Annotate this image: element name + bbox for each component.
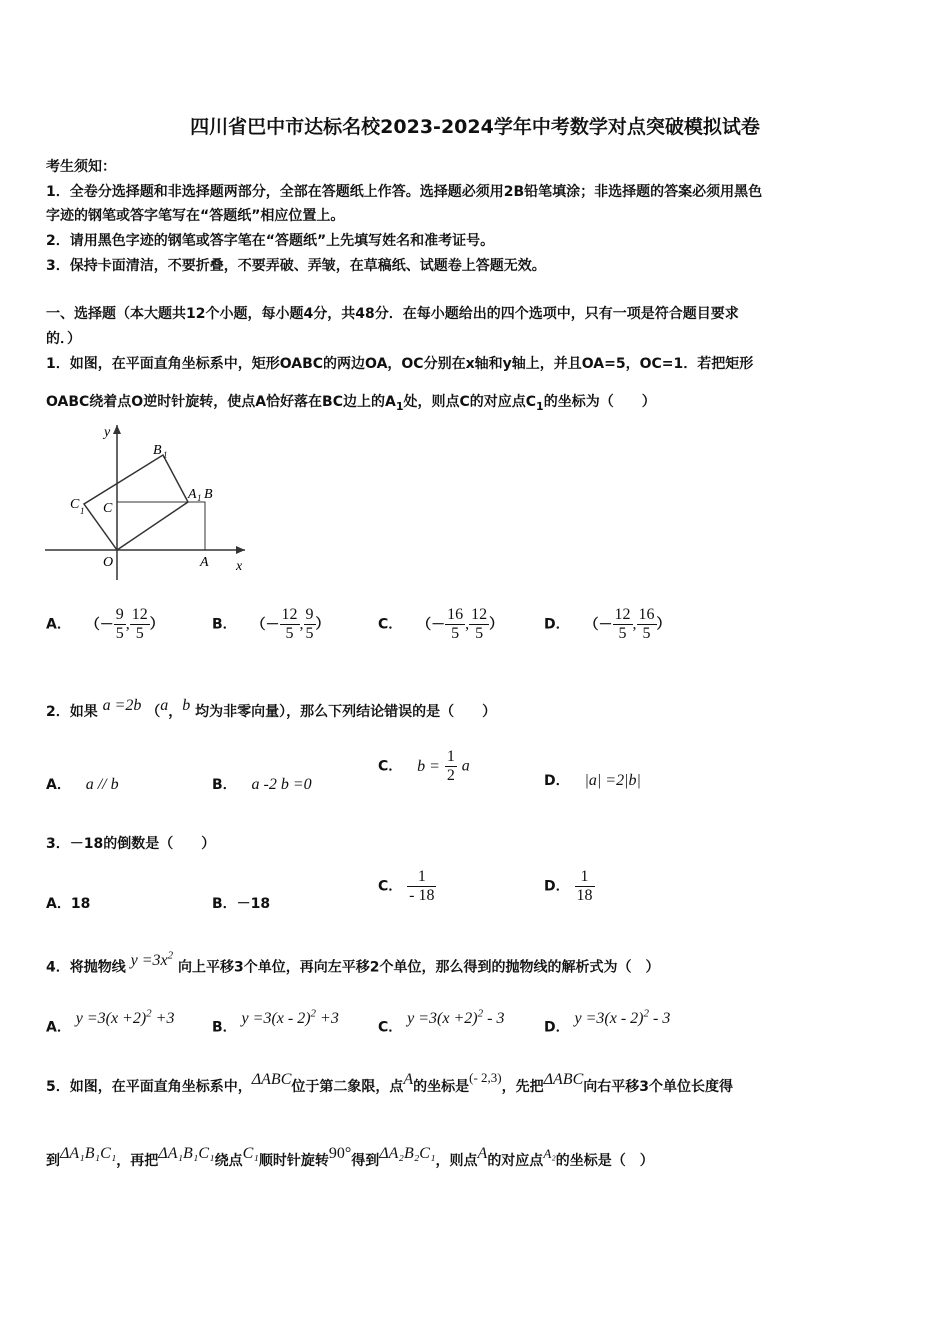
q4-option-b[interactable]: B． y =3(x - 2)$^2$ +3 [212,1008,339,1036]
q1-option-b[interactable]: B． （－ $\frac{12}{5}$ , $\frac{9}{5}$ ） [212,606,330,642]
point-b-label: B [204,487,213,502]
svg-text:1: 1 [80,506,85,516]
notice-line: 2．请用黑色字迹的钢笔或答字笔在“答题纸”上先填写姓名和准考证号。 [46,233,495,249]
notice-line: 1．全卷分选择题和非选择题两部分，全部在答题纸上作答。选择题必须用2B铅笔填涂；非选择题的答案必须用黑色 [46,184,763,200]
point-a-label: A [200,555,209,570]
question-2-stem: 2．如果 a =2b （a，b 均为非零向量），那么下列结论错误的是（ ） [46,697,497,720]
notice-line: 字迹的钢笔或答字笔写在“答题纸”相应位置上。 [46,208,345,224]
question-5-stem-cont: 到ΔA₁B₁C₁，再把ΔA₁B₁C₁绕点C₁顺时针旋转90°得到ΔA₂B₂C₁，则点A的对应点A₂的坐标是（ ） [46,1145,654,1169]
y-axis-label: y [104,425,111,440]
q3-option-b[interactable]: B．－18 [212,896,271,912]
point-c1-label: C [70,497,80,512]
question-1-stem-cont: OABC绕着点O逆时针旋转，使点A恰好落在BC边上的$A_1$处，则点C的对应点$C_1$的坐标为（ ） [46,394,656,413]
q2-option-c[interactable]: C． b = $\frac{1}{2}$ a [378,748,470,784]
q1-option-a[interactable]: A． （－ $\frac{9}{5}$ , $\frac{12}{5}$ ） [46,606,164,642]
question-1-stem: 1．如图，在平面直角坐标系中，矩形OABC的两边OA，OC分别在x轴和y轴上，并且OA=5，OC=1．若把矩形 [46,356,754,372]
question-3-stem: 3．－18的倒数是（ ） [46,836,216,852]
point-c-label: C [103,501,113,516]
q2-option-d[interactable]: D． |a| =2|b| [544,772,641,789]
section-heading: 一、选择题（本大题共12个小题，每小题4分，共48分．在每小题给出的四个选项中，只有一项是符合题目要求 [46,306,739,322]
q2-option-a[interactable]: A． a // b [46,776,119,793]
q4-option-a[interactable]: A． $y =3(x +2)^2 +3$ [46,1008,175,1036]
page-title: 四川省巴中市达标名校2023-2024学年中考数学对点突破模拟试卷 [190,116,760,138]
question-5-stem: 5．如图，在平面直角坐标系中，ΔABC位于第二象限，点A的坐标是(- 2,3)，先把ΔABC向右平移3个单位长度得 [46,1070,733,1095]
svg-text:1: 1 [197,493,202,503]
x-axis-label: x [236,559,243,574]
q1-option-d[interactable]: D． （－ $\frac{12}{5}$ , $\frac{16}{5}$ ） [544,606,671,642]
q3-option-a[interactable]: A．18 [46,896,91,912]
q2-option-b[interactable]: B． a -2 b =0 [212,776,312,793]
section-heading-cont: 的．） [46,331,81,347]
origin-label: O [103,555,114,570]
q3-option-c[interactable]: C． $\frac{1}{- 18}$ [378,868,435,904]
q4-option-d[interactable]: D． y =3(x - 2)$^2$ - 3 [544,1008,671,1036]
notice-heading: 考生须知： [46,159,116,175]
q4-option-c[interactable]: C． $y =3(x +2)^2 - 3$ [378,1008,505,1036]
q3-option-d[interactable]: D． $\frac{1}{18}$ [544,868,593,904]
q1-option-c[interactable]: C． （－ $\frac{16}{5}$ , $\frac{12}{5}$ ） [378,606,504,642]
question-4-stem: 4．将抛物线 $y =3x^2$ 向上平移3个单位，再向左平移2个单位，那么得到的抛物线的解析式为（ ） [46,950,660,976]
notice-line: 3．保持卡面清洁，不要折叠，不要弄破、弄皱，在草稿纸、试题卷上答题无效。 [46,258,546,274]
point-b1-label: B [153,443,162,458]
point-a1-label: A [188,487,197,502]
question-1-figure [40,420,260,580]
svg-text:1: 1 [163,450,168,460]
